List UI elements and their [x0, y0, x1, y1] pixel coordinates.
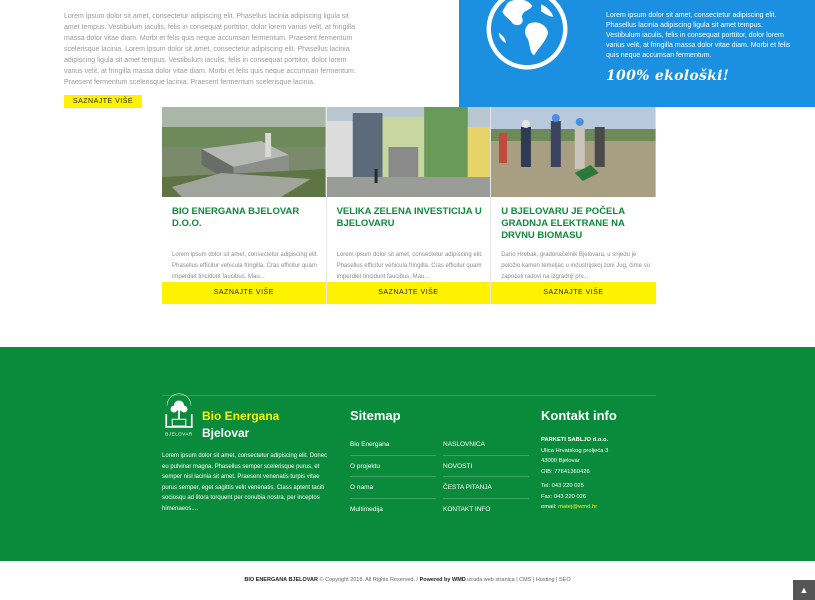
- sitemap-link-cesta-pitanja[interactable]: ČESTA PITANJA: [443, 477, 529, 499]
- brand-name-line2: Bjelovar: [202, 426, 250, 440]
- contact-fax: Fax: 043 220 026: [541, 493, 587, 500]
- sitemap-column-2: [443, 434, 529, 520]
- eco-text: Lorem ipsum dolor sit amet, consectetur adipiscing elit. Phasellus lacinia adipiscing ligula sit amet tempus. Vestibulum iaculis, felis in consequat porttitor, dolor lorem varius velit, at fringilla massa dolor vitae diam. Morbi et felis quis neque accumsan fermentum.: [606, 12, 791, 59]
- card-title[interactable]: U BJELOVARU JE POČELA GRADNJA ELEKTRANE NA DRVNU BIOMASU: [501, 206, 625, 241]
- brand-logo-icon[interactable]: [162, 392, 196, 438]
- card-text: Lorem ipsum dolor sit amet, consectetur adipiscing elit. Phasellus efficitur vehicula fringilla. Cras efficitur quam imperdiet tincidunt faucibus. Mau...: [336, 252, 483, 280]
- sitemap-link-o-nama[interactable]: O nama: [350, 477, 436, 499]
- intro-more-button[interactable]: SAZNAJTE VIŠE: [64, 95, 142, 108]
- sitemap-link-naslovnica[interactable]: NASLOVNICA: [443, 434, 529, 456]
- globe-icon: [483, 0, 571, 73]
- card-text: Dario Hrebak, gradonačelnik Bjelovara, u srijedu je položio kamen temeljac u industrijskoj zoni Jug, čime su započeli radovi na izgradnji prv...: [501, 252, 650, 280]
- card-more-button[interactable]: SAZNAJTE VIŠE: [162, 282, 326, 304]
- eco-panel: [459, 0, 815, 107]
- sitemap-link-o-projektu[interactable]: O projektu: [350, 456, 436, 478]
- card-more-button[interactable]: SAZNAJTE VIŠE: [327, 282, 491, 304]
- sitemap-column-1: [350, 434, 436, 520]
- contact-block: [541, 435, 608, 513]
- intro-text: Lorem ipsum dolor sit amet, consectetur adipiscing elit. Phasellus lacinia adipiscing ligula sit amet tempus. Vestibulum iaculis, felis in consequat porttitor, dolor lorem varius velit, at fringilla massa dolor vitae diam. Morbi et felis quis neque accumsan fermentum. Praesent fermentum scelerisque lacinia. Lorem ipsum dolor sit amet, consectetur adipiscing elit. Phasellus lacinia adipiscing ligula sit amet tempus. Vestibulum iaculis, felis in consequat porttitor, dolor lorem varius velit, at fringilla massa dolor vitae diam. Morbi et felis quis neque accumsan fermentum. Praesent fermentum scelerisque lacinia. Praesent fermentum scelerisque lacinia.: [64, 13, 356, 86]
- services-text: izrada web stranica | CMS | Hosting | SEO: [467, 577, 571, 583]
- card-title[interactable]: BIO ENERGANA BJELOVAR D.O.O.: [172, 206, 300, 229]
- card-image-plant-render[interactable]: [162, 107, 326, 197]
- contact-email-label: email:: [541, 504, 557, 510]
- sitemap-heading: Sitemap: [350, 408, 401, 423]
- contact-tel: Tel: 043 220 025: [541, 483, 584, 489]
- news-card: [162, 107, 327, 304]
- card-image-ceremony[interactable]: [491, 107, 656, 197]
- scroll-to-top-button[interactable]: [793, 580, 815, 600]
- contact-email-link[interactable]: matej@wmd.hr: [558, 504, 598, 510]
- copyright-bar: [0, 561, 815, 600]
- sitemap-link-bio-energana[interactable]: Bio Energana: [350, 434, 436, 456]
- contact-city: 43000 Bjelovar: [541, 458, 580, 464]
- contact-address: Ulica Hrvatskog proljeća 3: [541, 447, 609, 454]
- card-text: Lorem ipsum dolor sit amet, consectetur adipiscing elit. Phasellus efficitur vehicula fringilla. Cras efficitur quam imperdiet tincidunt faucibus. Mau...: [172, 252, 319, 280]
- card-image-building[interactable]: [327, 107, 491, 197]
- chevron-up-icon: ▲: [799, 585, 809, 595]
- powered-by-link[interactable]: Powered by WMD: [419, 577, 466, 583]
- footer-about-text: Lorem ipsum dolor sit amet, consectetur adipiscing elit. Donec eu pulvinar magna. Phasellus semper scelerisque purus, et semper nisl lacinia sit amet. Praesent venenatis turpis vitae purus semper, eget sagittis velit venenatis. Class aptent taciti sociosqu ad litora torquent per conubia nostra, per inceptos himenaeos....: [162, 453, 328, 512]
- sitemap-link-multimedija[interactable]: Multimedija: [350, 505, 383, 513]
- sitemap-link-novosti[interactable]: NOVOSTI: [443, 456, 529, 478]
- eco-slogan: 100% ekološki!: [606, 68, 730, 84]
- copyright-company: BIO ENERGANA BJELOVAR: [244, 577, 319, 583]
- news-cards: [162, 107, 656, 304]
- card-title[interactable]: VELIKA ZELENA INVESTICIJA U BJELOVARU: [336, 206, 482, 229]
- footer-divider: [162, 395, 656, 396]
- contact-heading: Kontakt info: [541, 408, 617, 423]
- sitemap-link-kontakt-info[interactable]: KONTAKT INFO: [443, 505, 491, 513]
- brand-name-line1: Bio Energana: [202, 409, 280, 423]
- footer: [0, 347, 815, 561]
- contact-company: PARKETI SABLJO d.o.o.: [541, 437, 609, 443]
- logo-text: BJELOVAR: [165, 431, 193, 437]
- news-card: [491, 107, 656, 304]
- card-more-button[interactable]: SAZNAJTE VIŠE: [491, 282, 656, 304]
- news-card: [327, 107, 492, 304]
- contact-oib: OIB: 77641360426: [541, 468, 590, 475]
- copyright-text: © Copyright 2018. All Rights Reserved. /: [319, 577, 419, 583]
